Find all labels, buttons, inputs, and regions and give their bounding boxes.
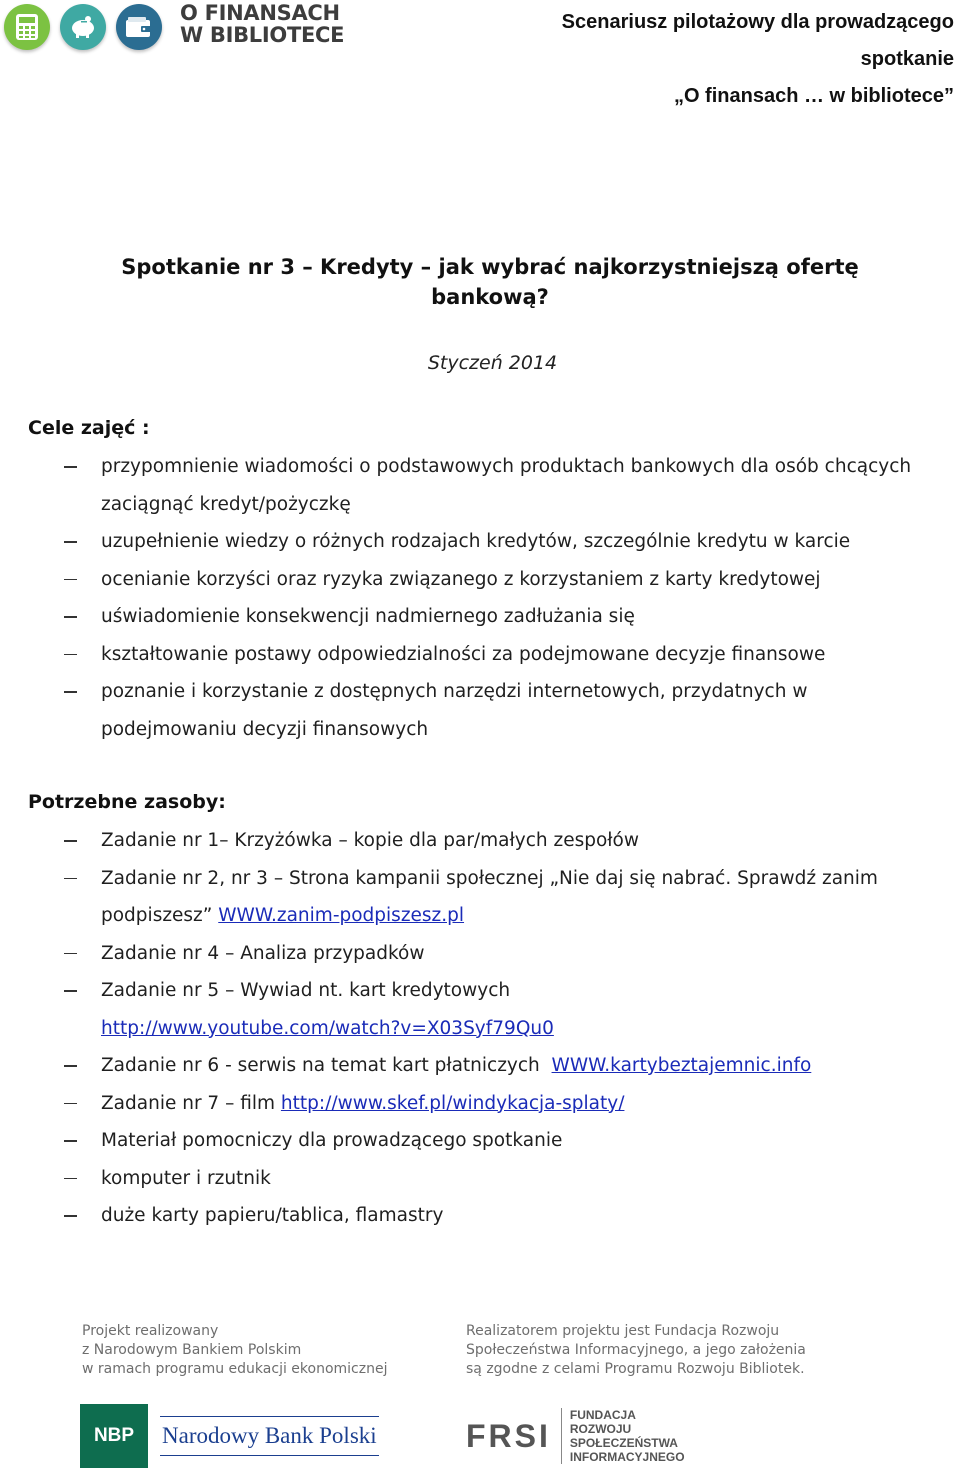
list-item: poznanie i korzystanie z dostępnych narzędzi internetowych, przydatnych w podejmowaniu decyzji finansowych	[0, 673, 960, 748]
list-item: Zadanie nr 2, nr 3 – Strona kampanii społecznej „Nie daj się nabrać. Sprawdź zanim podpiszesz” WWW.zanim-podpiszesz.pl	[0, 860, 960, 935]
list-item: ocenianie korzyści oraz ryzyka związanego z korzystaniem z karty kredytowej	[0, 561, 960, 599]
goals-heading: Cele zajęć :	[28, 417, 150, 439]
header-icons	[4, 4, 162, 50]
skef-link[interactable]: http://www.skef.pl/windykacja-splaty/	[280, 1092, 625, 1114]
page-title	[20, 252, 960, 312]
list-item: Zadanie nr 5 – Wywiad nt. kart kredytowych http://www.youtube.com/watch?v=X03Syf79Qu0	[0, 972, 960, 1047]
dash-bullet	[64, 541, 77, 543]
resources-list	[0, 822, 960, 1235]
nbp-logo-name: Narodowy Bank Polski	[160, 1416, 379, 1456]
list-item: komputer i rzutnik	[0, 1160, 960, 1198]
dash-bullet	[64, 579, 77, 581]
page-footer	[0, 1318, 960, 1475]
list-item: Zadanie nr 6 - serwis na temat kart płatniczych WWW.kartybeztajemnic.info	[0, 1047, 960, 1085]
dash-bullet	[64, 1215, 77, 1217]
frsi-logo-name: FUNDACJA ROZWOJU SPOŁECZEŃSTWA INFORMACYJNEGO	[561, 1408, 685, 1464]
dash-bullet	[64, 691, 77, 693]
dash-bullet	[64, 990, 77, 992]
dash-bullet	[64, 1178, 77, 1180]
dash-bullet	[64, 878, 77, 880]
resources-heading: Potrzebne zasoby:	[28, 791, 226, 813]
calculator-icon	[4, 4, 50, 50]
dash-bullet	[64, 1065, 77, 1067]
list-item: kształtowanie postawy odpowiedzialności za podejmowane decyzje finansowe	[0, 636, 960, 674]
kartybeztajemnic-link[interactable]: WWW.kartybeztajemnic.info	[551, 1055, 812, 1076]
page-header	[0, 0, 960, 110]
list-item: uzupełnienie wiedzy o różnych rodzajach kredytów, szczególnie kredytu w karcie	[0, 523, 960, 561]
dash-bullet	[64, 953, 77, 955]
zanim-podpiszesz-link[interactable]: WWW.zanim-podpiszesz.pl	[218, 905, 465, 926]
dash-bullet	[64, 1140, 77, 1142]
logo-line-1: O FINANSACH	[180, 1, 340, 25]
dash-bullet	[64, 616, 77, 618]
list-item: duże karty papieru/tablica, flamastry	[0, 1197, 960, 1235]
dash-bullet	[64, 466, 77, 468]
scenario-line-3: „O finansach … w bibliotece”	[673, 85, 954, 107]
title-line-1: Spotkanie nr 3 – Kredyty – jak wybrać najkorzystniejszą ofertę	[121, 255, 859, 279]
scenario-heading	[562, 4, 954, 115]
list-item: Zadanie nr 7 – film http://www.skef.pl/windykacja-splaty/	[0, 1085, 960, 1123]
scenario-line-1: Scenariusz pilotażowy dla prowadzącego	[561, 11, 954, 33]
youtube-link[interactable]: http://www.youtube.com/watch?v=X03Syf79Qu0	[101, 1017, 554, 1039]
logo-line-2: W BIBLIOTECE	[180, 23, 345, 47]
nbp-logo	[80, 1404, 379, 1468]
nbp-logo-mark: NBP	[80, 1404, 148, 1468]
list-item: Zadanie nr 1– Krzyżówka – kopie dla par/małych zespołów	[0, 822, 960, 860]
dash-bullet	[64, 840, 77, 842]
list-item: uświadomienie konsekwencji nadmiernego zadłużania się	[0, 598, 960, 636]
title-line-2: bankową?	[431, 285, 549, 309]
footer-partner-note: Projekt realizowany z Narodowym Bankiem Polskim w ramach programu edukacji ekonomicznej	[82, 1323, 388, 1377]
document-date: Styczeń 2014	[427, 352, 558, 374]
wallet-icon	[116, 4, 162, 50]
list-item: przypomnienie wiadomości o podstawowych produktach bankowych dla osób chcących zaciągnąć kredyt/pożyczkę	[0, 448, 960, 523]
footer-implementer-note: Realizatorem projektu jest Fundacja Rozwoju Społeczeństwa Informacyjnego, a jego założenia są zgodne z celami Programu Rozwoju Bibliotek.	[466, 1323, 806, 1377]
scenario-line-2: spotkanie	[860, 48, 954, 70]
dash-bullet	[64, 1103, 77, 1105]
frsi-logo	[466, 1408, 685, 1464]
piggy-bank-icon	[60, 4, 106, 50]
goals-list	[0, 448, 960, 748]
dash-bullet	[64, 654, 77, 656]
frsi-logo-mark: FRSI	[466, 1417, 551, 1454]
project-logo	[180, 2, 344, 46]
list-item: Materiał pomocniczy dla prowadzącego spotkanie	[0, 1122, 960, 1160]
list-item: Zadanie nr 4 – Analiza przypadków	[0, 935, 960, 973]
